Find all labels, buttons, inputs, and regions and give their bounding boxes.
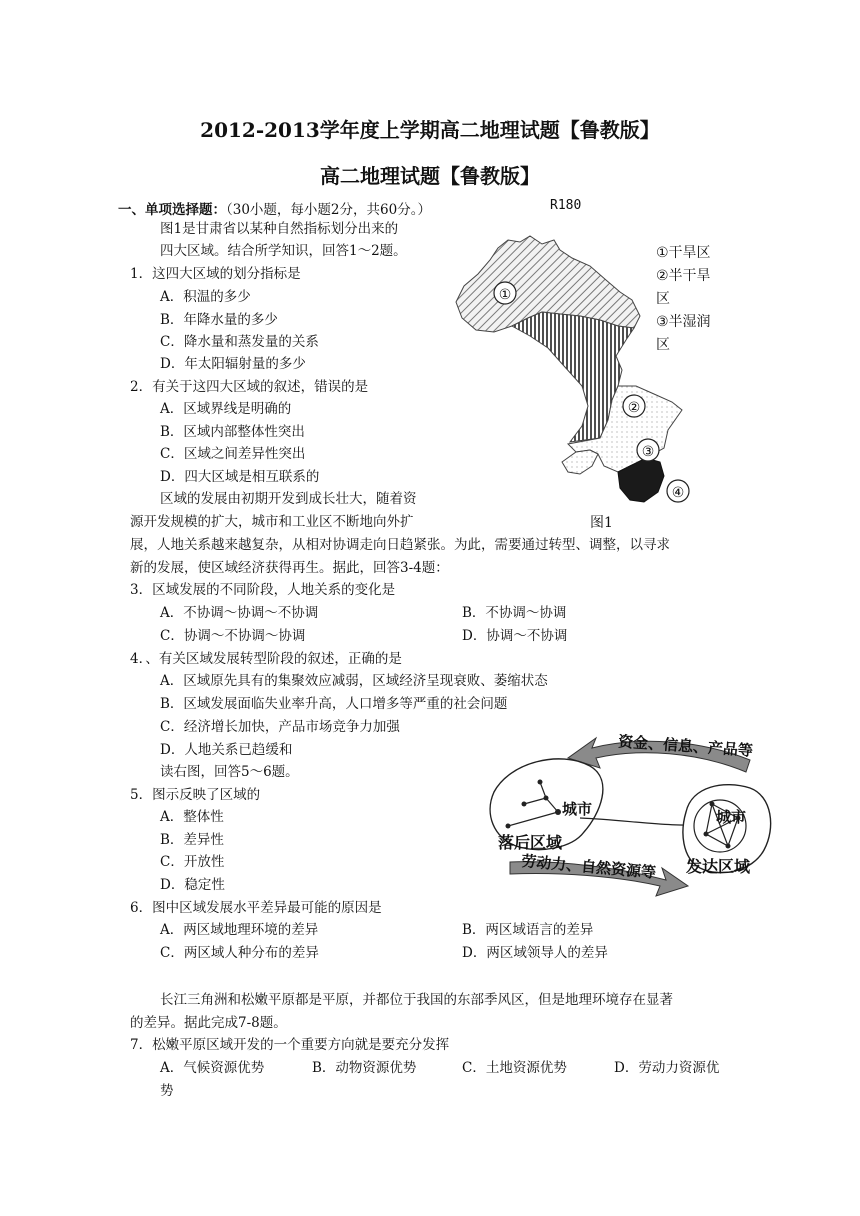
- q7-option-a: A．气候资源优势: [160, 1060, 265, 1076]
- q7-option-c: C．土地资源优势: [462, 1060, 567, 1076]
- section-code: R180: [550, 198, 582, 213]
- q6-option-b: B．两区域语言的差异: [462, 922, 594, 938]
- q3-option-a: A．不协调～协调～不协调: [160, 605, 319, 621]
- q4-option-a: A．区域原先具有的集聚效应减弱，区域经济呈现衰败、萎缩状态: [160, 673, 548, 689]
- map-label-3: ③: [641, 444, 655, 460]
- q1-option-a: A．积温的多少: [160, 289, 251, 305]
- regional-flow-diagram: [480, 722, 780, 908]
- q7-stem: 7．松嫩平原区域开发的一个重要方向就是要充分发挥: [130, 1037, 450, 1053]
- q2-option-c: C．区域之间差异性突出: [160, 446, 306, 462]
- q1-option-d: D．年太阳辐射量的多少: [160, 356, 306, 372]
- intro-4-line-2: 的差异。据此完成7-8题。: [130, 1015, 287, 1031]
- intro-2-line-4: 新的发展，使区域经济获得再生。据此，回答3-4题：: [130, 560, 449, 576]
- left-city-label: 城市: [562, 800, 593, 818]
- section-note: （30小题，每小题2分，共60分。）: [226, 202, 431, 218]
- q6-option-c: C．两区域人种分布的差异: [160, 945, 319, 961]
- q3-option-c: C．协调～不协调～协调: [160, 628, 306, 644]
- developed-region-label: 发达区域: [686, 857, 751, 876]
- q5-stem: 5．图示反映了区域的: [130, 787, 261, 803]
- page-subtitle: 高二地理试题【鲁教版】: [320, 164, 540, 188]
- q3-option-d: D．协调～不协调: [462, 628, 568, 644]
- q3-option-b: B．不协调～协调: [462, 605, 567, 621]
- section-heading-label: 一、单项选择题：: [118, 202, 226, 218]
- map-legend-arid: ①干旱区: [656, 245, 711, 261]
- q4-option-b: B．区域发展面临失业率升高，人口增多等严重的社会问题: [160, 696, 508, 712]
- intro-4-line-1: 长江三角洲和松嫩平原都是平原，并都位于我国的东部季风区，但是地理环境存在显著: [160, 992, 673, 1008]
- map-legend-semi-humid-cont: 区: [656, 337, 670, 353]
- intro-1-line-1: 图1是甘肃省以某种自然指标划分出来的: [160, 221, 399, 237]
- section-heading: [118, 198, 431, 218]
- q4-stem: 4．、有关区域发展转型阶段的叙述，正确的是: [130, 651, 402, 667]
- figure-1-caption: 图1: [590, 515, 613, 531]
- q4-option-c: C．经济增长加快，产品市场竞争力加强: [160, 719, 400, 735]
- q7-option-d: D．劳动力资源优: [614, 1060, 720, 1076]
- q6-option-a: A．两区域地理环境的差异: [160, 922, 319, 938]
- backward-region-label: 落后区域: [498, 833, 563, 852]
- q2-stem: 2．有关于这四大区域的叙述，错误的是: [130, 379, 369, 395]
- page-title: 2012-2013学年度上学期高二地理试题【鲁教版】: [200, 118, 660, 142]
- q7-option-b: B．动物资源优势: [312, 1060, 417, 1076]
- q5-option-a: A．整体性: [160, 809, 224, 825]
- map-legend-semi-arid-cont: 区: [656, 291, 670, 307]
- q3-stem: 3．区域发展的不同阶段，人地关系的变化是: [130, 582, 396, 598]
- intro-1-line-2: 四大区域。结合所学知识，回答1～2题。: [160, 243, 407, 259]
- intro-2-line-2: 源开发规模的扩大，城市和工业区不断地向外扩: [130, 514, 414, 530]
- q2-option-d: D．四大区域是相互联系的: [160, 469, 320, 485]
- map-legend-semi-arid: ②半干旱: [656, 268, 711, 284]
- q4-option-d: D．人地关系已趋缓和: [160, 742, 293, 758]
- map-label-4: ④: [671, 485, 685, 501]
- q5-option-b: B．差异性: [160, 832, 224, 848]
- map-label-2: ②: [627, 400, 641, 416]
- intro-2-line-3: 展，人地关系越来越复杂，从相对协调走向日趋紧张。为此，需要通过转型、调整，以寻求: [130, 537, 670, 553]
- intro-3: 读右图，回答5～6题。: [160, 764, 299, 780]
- q5-option-d: D．稳定性: [160, 877, 225, 893]
- right-city-label: 城市: [716, 808, 747, 826]
- q6-option-d: D．两区域领导人的差异: [462, 945, 608, 961]
- q2-option-a: A．区域界线是明确的: [160, 401, 292, 417]
- q1-stem: 1．这四大区域的划分指标是: [130, 266, 301, 282]
- q7-option-d-wrap: 势: [160, 1083, 174, 1099]
- q5-option-c: C．开放性: [160, 854, 225, 870]
- intro-2-line-1: 区域的发展由初期开发到成长壮大，随着资: [160, 491, 417, 507]
- q2-option-b: B．区域内部整体性突出: [160, 424, 305, 440]
- bottom-flow-label: 劳动力、自然资源等: [520, 851, 657, 882]
- q6-stem: 6．图中区域发展水平差异最可能的原因是: [130, 900, 382, 916]
- top-flow-label: 资金、信息、产品等: [617, 732, 754, 760]
- map-label-1: ①: [498, 287, 512, 303]
- map-legend-semi-humid: ③半湿润: [656, 314, 711, 330]
- q1-option-b: B．年降水量的多少: [160, 312, 278, 328]
- q1-option-c: C．降水量和蒸发量的关系: [160, 334, 319, 350]
